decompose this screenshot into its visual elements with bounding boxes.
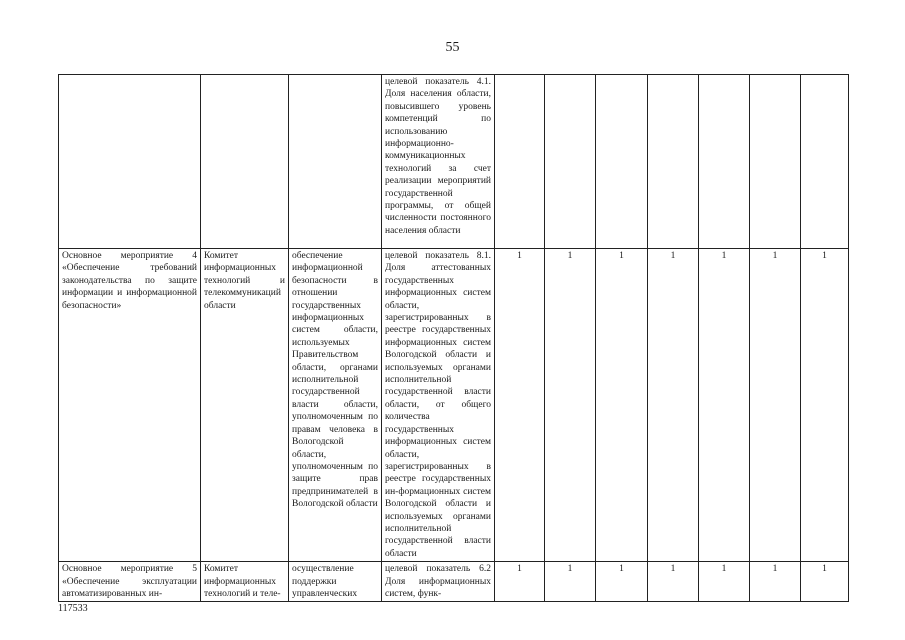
value-cell: 1 [699, 562, 750, 602]
value-cell: 1 [545, 249, 596, 562]
goal-cell: осуществление поддержки управленческих [289, 562, 382, 602]
value-cell [801, 75, 849, 249]
value-cell [699, 75, 750, 249]
indicator-cell: целевой показатель 6.2 Доля информационных систем, функ- [382, 562, 495, 602]
value-cell: 1 [699, 249, 750, 562]
value-cell: 1 [545, 562, 596, 602]
indicator-cell: целевой показатель 4.1. Доля населения области, повысившего уровень компетенций по использованию информационно-коммуникационных технологий за счет реализации мероприятий государственной программы, от общей численности постоянного населения области [382, 75, 495, 249]
value-cell: 1 [648, 249, 699, 562]
value-cell: 1 [596, 249, 648, 562]
value-cell [495, 75, 545, 249]
value-cell: 1 [596, 562, 648, 602]
executor-cell [201, 75, 289, 249]
value-cell: 1 [648, 562, 699, 602]
event-cell: Основное мероприятие 5 «Обеспечение эксплуатации автоматизированных ин- [59, 562, 201, 602]
table-row [59, 562, 849, 602]
value-cell: 1 [801, 562, 849, 602]
value-cell: 1 [801, 249, 849, 562]
value-cell [750, 75, 801, 249]
goal-cell [289, 75, 382, 249]
value-cell [648, 75, 699, 249]
goal-cell: обеспечение информационной безопасности в отношении государственных информационных систем области, используемых Правительством области, органами исполнительной государственной власти области, уполномоченным по правам человека в Вологодской области, уполномоченным по защите прав предпринимателей в Вологодской области [289, 249, 382, 562]
table-row [59, 75, 849, 249]
footer-code: 117533 [58, 603, 88, 614]
value-cell [545, 75, 596, 249]
indicator-cell: целевой показатель 8.1. Доля аттестованных государственных информационных систем области, зарегистрированных в реестре государственных информационных систем Вологодской области и используемых органами исполнительной государственной власти области, от общего количества государственных информационных систем области, зарегистрированных в реестре государственных ин-формационных систем Вологодской области и используемых органами исполнительной государственной власти области [382, 249, 495, 562]
page-number: 55 [445, 40, 460, 55]
event-cell [59, 75, 201, 249]
executor-cell: Комитет информационных технологий и телекоммуникаций области [201, 249, 289, 562]
table-row [59, 249, 849, 562]
value-cell [596, 75, 648, 249]
value-cell: 1 [495, 249, 545, 562]
value-cell: 1 [750, 562, 801, 602]
value-cell: 1 [495, 562, 545, 602]
event-cell: Основное мероприятие 4 «Обеспечение требований законодательства по защите информации и информационной безопасности» [59, 249, 201, 562]
value-cell: 1 [750, 249, 801, 562]
executor-cell: Комитет информационных технологий и теле- [201, 562, 289, 602]
program-table [58, 74, 849, 602]
